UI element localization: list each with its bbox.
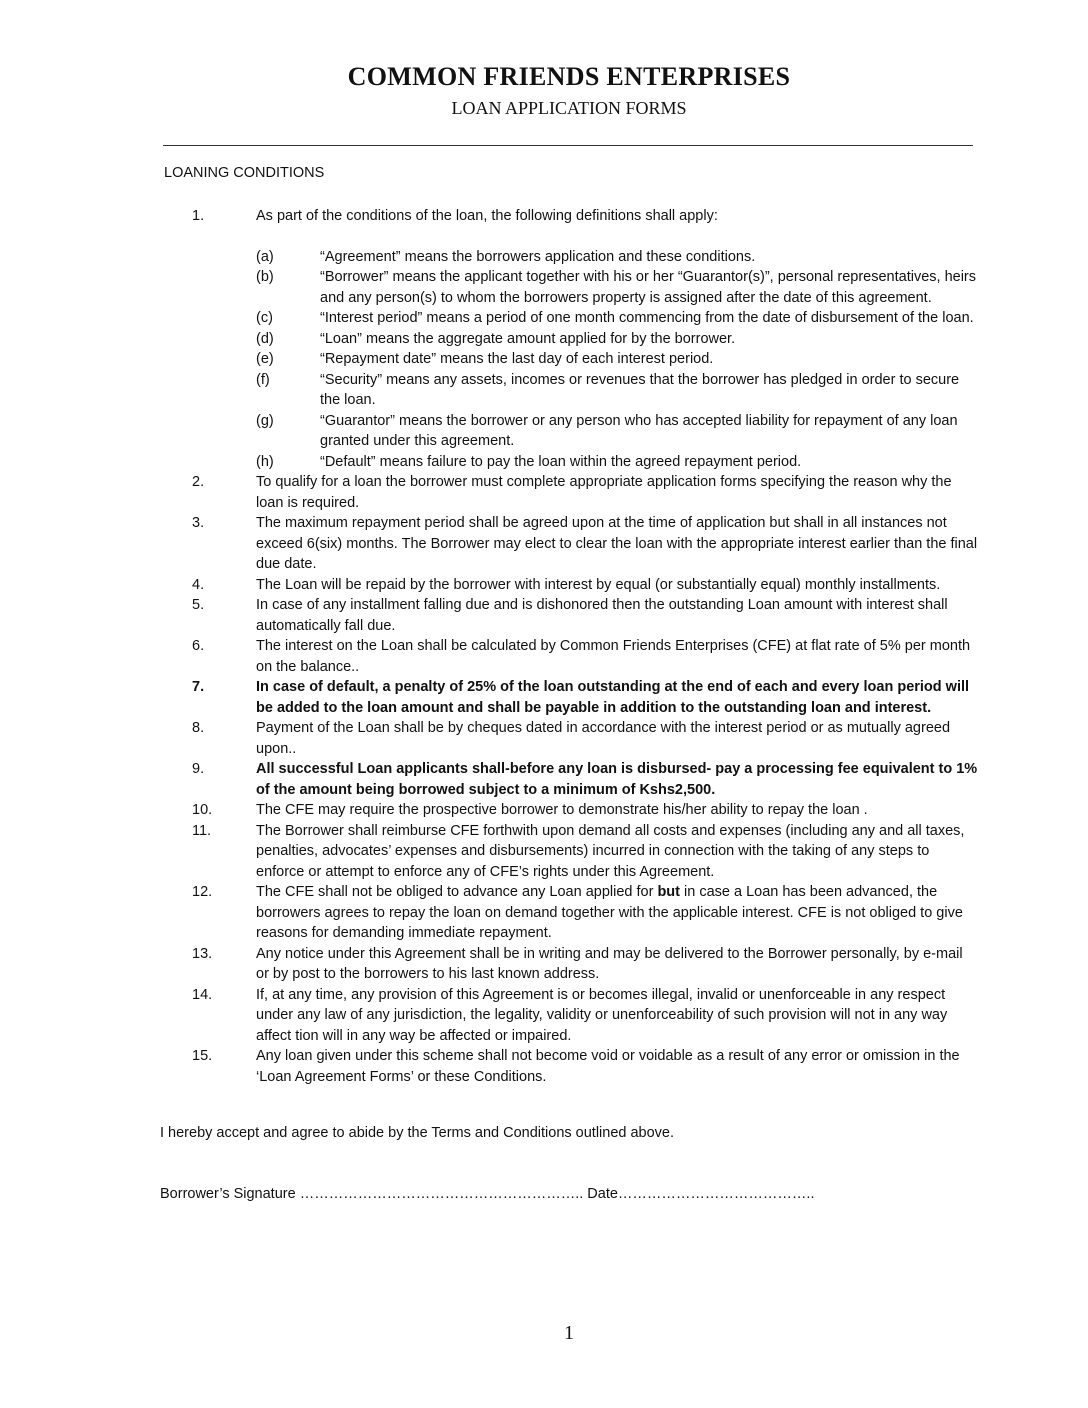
condition-item: [0, 636, 1088, 677]
condition-text: The maximum repayment period shall be agreed upon at the time of application but shall in all instances not exceed 6(six) months. The Borrower may elect to clear the loan with the appropriate interest earlier than the final due date.: [256, 515, 978, 572]
definition-letter: (c): [256, 310, 273, 326]
condition-item: [0, 206, 1088, 227]
definition-letter: (h): [256, 453, 274, 470]
acceptance-statement: I hereby accept and agree to abide by the Terms and Conditions outlined above.: [160, 1125, 675, 1141]
condition-item: [0, 882, 1088, 944]
definition-letter: (a): [256, 248, 274, 265]
condition-text: Any notice under this Agreement shall be in writing and may be delivered to the Borrower personally, by e-mail or by post to the borrowers to his last known address.: [256, 945, 963, 982]
definition-item: [0, 267, 1088, 308]
condition-number: 4.: [192, 576, 205, 593]
condition-item: [0, 985, 1088, 1047]
condition-number: 1.: [192, 208, 205, 224]
condition-text-part: in case a Loan has been advanced, the borrowers agrees to repay the loan on demand together with the applicable interest. CFE is not obliged to give reasons for demanding immediate repayment.: [256, 884, 963, 941]
condition-number: 13.: [192, 945, 213, 962]
definition-letter: (b): [256, 269, 274, 285]
definition-item: [0, 411, 1088, 452]
definition-item: [0, 308, 1088, 329]
definition-item: [0, 329, 1088, 350]
condition-text: The interest on the Loan shall be calculated by Common Friends Enterprises (CFE) at flat rate of 5% per month on the balance..: [256, 638, 971, 675]
definition-letter: (g): [256, 412, 274, 429]
condition-item: [0, 472, 1088, 513]
condition-text: The CFE may require the prospective borrower to demonstrate his/her ability to repay the loan .: [256, 802, 868, 818]
condition-item: [0, 1046, 1088, 1087]
condition-item: [0, 718, 1088, 759]
definition-item: [0, 370, 1088, 411]
condition-number: 12.: [192, 884, 213, 900]
condition-text: Any loan given under this scheme shall not become void or voidable as a result of any error or omission in the ‘Loan Agreement Forms’ or these Conditions.: [256, 1048, 960, 1085]
section-heading: LOANING CONDITIONS: [164, 165, 325, 181]
condition-text: In case of any installment falling due and is dishonored then the outstanding Loan amount with interest shall automatically fall due.: [256, 597, 948, 634]
condition-number: 10.: [192, 802, 213, 818]
condition-number: 9.: [192, 761, 205, 777]
condition-number: 11.: [192, 822, 212, 839]
definition-text: “Agreement” means the borrowers application and these conditions.: [320, 248, 756, 265]
definition-text: “Guarantor” means the borrower or any person who has accepted liability for repayment of any loan granted under this agreement.: [320, 412, 958, 449]
condition-text: If, at any time, any provision of this Agreement is or becomes illegal, invalid or unenforceable in any respect under any law of any jurisdiction, the legality, validity or unenforceability of such provision will not in any way affect tion will in any way be affected or impaired.: [256, 986, 948, 1044]
condition-number: 15.: [192, 1048, 213, 1064]
condition-number: 3.: [192, 515, 205, 531]
condition-item: [0, 944, 1088, 985]
conditions-list: [0, 206, 1088, 1087]
condition-number: 8.: [192, 720, 205, 736]
condition-text: To qualify for a loan the borrower must complete appropriate application forms specifying the reason why the loan is required.: [256, 474, 952, 511]
definition-item: [0, 349, 1088, 370]
condition-text: Payment of the Loan shall be by cheques dated in accordance with the interest period or as mutually agreed upon..: [256, 720, 951, 757]
condition-item: [0, 513, 1088, 575]
condition-text-part: The CFE shall not be obliged to advance any Loan applied for: [256, 884, 658, 900]
condition-text-emphasis: but: [657, 884, 680, 900]
condition-text: As part of the conditions of the loan, the following definitions shall apply:: [256, 208, 718, 224]
definition-text: “Default” means failure to pay the loan within the agreed repayment period.: [320, 453, 802, 470]
definition-item: [0, 247, 1088, 268]
definition-text: “Security” means any assets, incomes or revenues that the borrower has pledged in order to secure the loan.: [320, 371, 960, 408]
condition-number: 6.: [192, 638, 205, 654]
condition-number: 2.: [192, 474, 205, 490]
condition-number: 5.: [192, 597, 205, 613]
header-divider: [163, 145, 973, 146]
condition-item: [0, 575, 1088, 596]
condition-number: 7.: [192, 679, 205, 695]
definition-text: “Interest period” means a period of one month commencing from the date of disbursement of the loan.: [320, 310, 974, 326]
condition-number: 14.: [192, 986, 213, 1003]
condition-item-processing-fee: [0, 759, 1088, 800]
condition-text: [256, 882, 978, 944]
definition-item: [0, 452, 1088, 473]
condition-item: [0, 821, 1088, 883]
condition-item-penalty: [0, 677, 1088, 718]
condition-text: In case of default, a penalty of 25% of the loan outstanding at the end of each and every loan period will be added to the loan amount and shall be payable in addition to the outstanding loan and interest.: [256, 679, 970, 716]
condition-item: [0, 595, 1088, 636]
form-subtitle: LOAN APPLICATION FORMS: [451, 98, 687, 118]
definition-letter: (e): [256, 351, 274, 367]
condition-text: The Borrower shall reimburse CFE forthwith upon demand all costs and expenses (including any and all taxes, penalties, advocates’ expenses and disbursements) incurred in connection with the taking of any steps to enforce or attempt to enforce any of CFE’s rights under this Agreement.: [256, 822, 965, 880]
definition-text: “Repayment date” means the last day of each interest period.: [320, 351, 714, 367]
condition-text: The Loan will be repaid by the borrower with interest by equal (or substantially equal) monthly installments.: [256, 576, 941, 593]
company-title: COMMON FRIENDS ENTERPRISES: [347, 62, 791, 91]
condition-text: All successful Loan applicants shall-before any loan is disbursed- pay a processing fee equivalent to 1% of the amount being borrowed subject to a minimum of Kshs2,500.: [256, 761, 978, 798]
definition-letter: (f): [256, 371, 270, 388]
signature-date-line[interactable]: Borrower’s Signature ………………………………………………….. Date…………………………………..: [160, 1186, 815, 1202]
definitions-list: [0, 247, 1088, 473]
definition-letter: (d): [256, 330, 274, 347]
page-number: 1: [564, 1322, 574, 1344]
condition-item: [0, 800, 1088, 821]
definition-text: “Loan” means the aggregate amount applied for by the borrower.: [320, 330, 736, 347]
definition-text: “Borrower” means the applicant together with his or her “Guarantor(s)”, personal representatives, heirs and any person(s) to whom the borrowers property is assigned after the date of this agreement.: [320, 269, 977, 306]
